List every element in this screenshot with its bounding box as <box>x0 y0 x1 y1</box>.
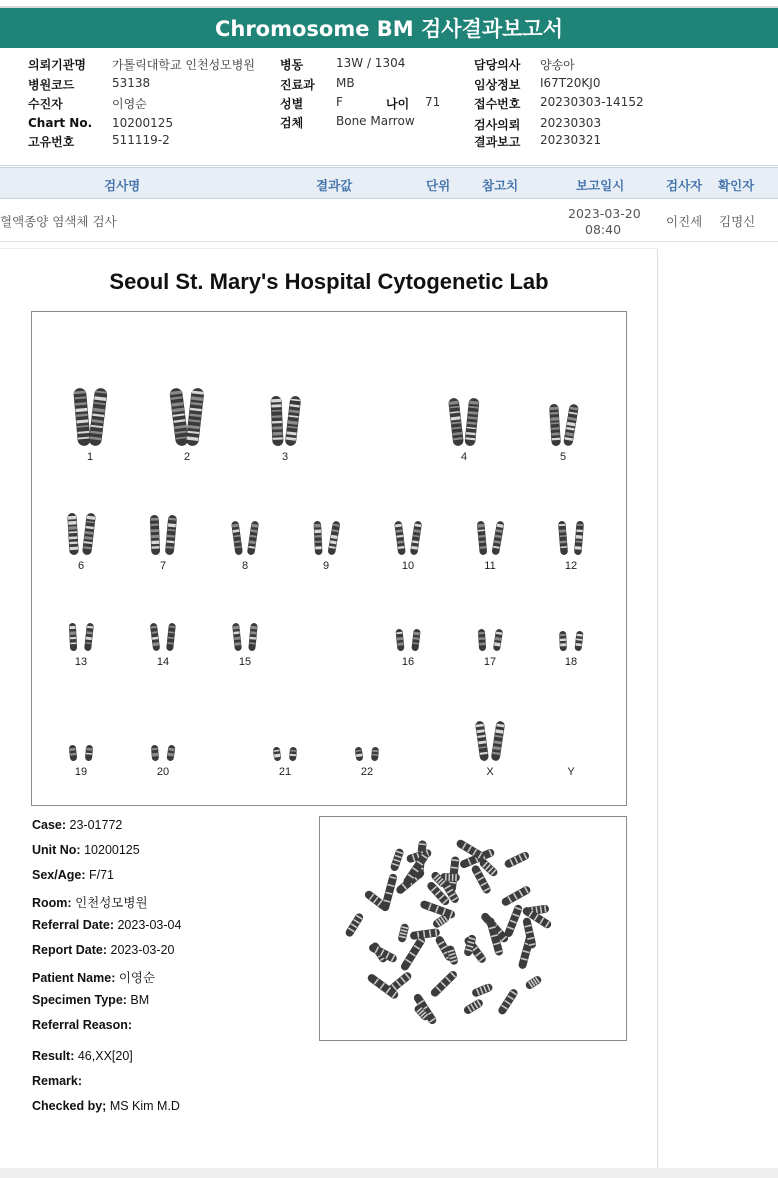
chromosome-label-13: 13 <box>74 656 88 668</box>
chart-no-value: 10200125 <box>112 116 174 130</box>
sex-value: F <box>336 95 343 109</box>
col-test-name: 검사명 <box>104 178 141 193</box>
chromosome-label-X: X <box>486 766 494 778</box>
chromosome-pair-2 <box>169 387 205 446</box>
chromosome-pair-12 <box>558 521 584 555</box>
confirmer-cell: 김명신 <box>719 214 756 229</box>
sexage-label: Sex/Age: <box>32 868 86 882</box>
karyotype-report-sheet <box>0 248 658 1168</box>
metaphase-chromosome <box>390 848 405 872</box>
metaphase-chromosome <box>503 851 530 869</box>
institution-label: 의뢰기관명 <box>28 58 86 72</box>
chromosome-pair-10 <box>394 521 422 556</box>
request-date-label: 검사의뢰 <box>474 118 521 132</box>
chromosome-label-7: 7 <box>159 560 167 572</box>
chromosome-label-1: 1 <box>86 451 94 463</box>
divider <box>0 165 778 166</box>
metaphase-chromosome <box>462 998 484 1016</box>
recipient-value: 이영순 <box>112 97 147 111</box>
unique-no-value: 511119-2 <box>112 133 170 147</box>
doctor-value: 양송아 <box>540 58 575 72</box>
checked-label: Checked by; <box>32 1099 107 1113</box>
page-bottom-band <box>0 1168 778 1178</box>
metaphase-chromosome <box>497 988 519 1016</box>
chromosome-label-9: 9 <box>322 560 330 572</box>
chromosome-label-18: 18 <box>564 656 578 668</box>
report-time-cell: 08:40 <box>585 222 622 237</box>
results-table-header <box>0 167 778 199</box>
specimen-label: 검체 <box>280 116 304 130</box>
specimen-type-value: BM <box>130 993 150 1007</box>
chromosome-label-15: 15 <box>238 656 252 668</box>
chart-no-label: Chart No. <box>28 116 93 130</box>
col-result: 결과값 <box>316 178 353 193</box>
chromosome-pair-11 <box>477 521 505 556</box>
chromosome-label-2: 2 <box>183 451 191 463</box>
checked-row <box>32 1099 180 1113</box>
patient-name-value: 이영순 <box>118 971 156 985</box>
metaphase-chromosome <box>429 969 458 998</box>
chromosome-pair-1 <box>73 387 108 446</box>
karyogram-chromosomes <box>32 312 628 807</box>
chromosome-label-3: 3 <box>281 451 289 463</box>
remark-label: Remark: <box>32 1074 83 1088</box>
sexage-row <box>32 868 114 882</box>
result-value: 46,XX[20] <box>77 1049 133 1063</box>
report-date-value: 2023-03-20 <box>110 943 175 957</box>
ward-label: 병동 <box>280 58 304 72</box>
chromosome-label-4: 4 <box>460 451 468 463</box>
chromosome-label-8: 8 <box>241 560 249 572</box>
report-date-label: Report Date: <box>32 943 108 957</box>
chromosome-label-12: 12 <box>564 560 578 572</box>
recipient-label: 수진자 <box>28 97 63 111</box>
col-unit: 단위 <box>426 178 451 193</box>
clinical-label: 임상정보 <box>474 78 521 92</box>
table-row[interactable] <box>0 200 778 242</box>
chromosome-pair-22 <box>355 747 379 762</box>
receipt-no-value: 20230303-14152 <box>540 95 644 109</box>
chromosome-label-22: 22 <box>360 766 374 778</box>
chromosome-label-11: 11 <box>484 560 496 572</box>
chromosome-label-6: 6 <box>77 560 85 572</box>
referral-reason-label: Referral Reason: <box>32 1018 133 1032</box>
col-tester: 검사자 <box>666 178 703 193</box>
report-date-cell: 2023-03-20 <box>568 206 641 221</box>
chromosome-pair-9 <box>313 521 340 556</box>
chromosome-label-21: 21 <box>278 766 292 778</box>
chromosome-pair-8 <box>231 521 259 556</box>
chromosome-label-14: 14 <box>156 656 170 668</box>
department-value: MB <box>336 76 355 90</box>
room-row <box>32 893 148 911</box>
karyogram-image <box>31 311 627 806</box>
result-row <box>32 1049 133 1063</box>
chromosome-label-19: 19 <box>74 766 88 778</box>
chromosome-label-Y: Y <box>567 766 575 778</box>
chromosome-pair-6 <box>67 513 96 556</box>
case-value: 23-01772 <box>69 818 123 832</box>
metaphase-chromosome <box>524 975 543 991</box>
chromosome-pair-17 <box>478 629 503 652</box>
metaphase-chromosome <box>471 983 494 998</box>
chromosome-label-20: 20 <box>156 766 170 778</box>
chromosome-pair-X <box>475 721 505 762</box>
col-reference: 참고치 <box>482 178 519 193</box>
referral-reason-row <box>32 1018 132 1032</box>
case-row <box>32 818 122 832</box>
unique-no-label: 고유번호 <box>28 135 75 149</box>
patient-name-label: Patient Name: <box>32 971 116 985</box>
sex-label: 성별 <box>280 97 304 111</box>
report-date-row <box>32 943 174 957</box>
referral-date-label: Referral Date: <box>32 918 114 932</box>
chromosome-pair-4 <box>448 398 480 447</box>
col-report-datetime: 보고일시 <box>576 178 625 193</box>
metaphase-spread-image <box>319 816 627 1041</box>
lab-title: Seoul St. Mary's Hospital Cytogenetic Lab <box>109 269 549 294</box>
unit-row <box>32 843 140 857</box>
chromosome-label-10: 10 <box>401 560 415 572</box>
metaphase-chromosome <box>344 912 364 938</box>
chromosome-pair-3 <box>270 396 301 447</box>
chromosome-pair-5 <box>549 404 579 447</box>
age-label: 나이 <box>386 97 410 111</box>
metaphase-chromosome <box>500 885 531 907</box>
specimen-value: Bone Marrow <box>336 114 415 128</box>
case-label: Case: <box>32 818 67 832</box>
request-date-value: 20230303 <box>540 116 602 130</box>
chromosome-pair-15 <box>232 623 258 652</box>
ward-value: 13W / 1304 <box>336 56 406 70</box>
chromosome-pair-19 <box>69 745 93 762</box>
remark-row <box>32 1074 82 1088</box>
report-date-value: 20230321 <box>540 133 602 147</box>
patient-info <box>0 56 778 156</box>
metaphase-chromosome <box>397 923 409 943</box>
test-name-cell: 혈액종양 염색체 검사 <box>0 214 117 229</box>
unit-value: 10200125 <box>84 843 140 857</box>
col-confirmer: 확인자 <box>718 178 755 193</box>
unit-label: Unit No: <box>32 843 81 857</box>
metaphase-chromosomes <box>320 817 626 1040</box>
institution-value: 가톨릭대학교 인천성모병원 <box>112 58 255 72</box>
report-date-label: 결과보고 <box>474 135 521 149</box>
receipt-no-label: 접수번호 <box>474 97 521 111</box>
clinical-value: I67T20KJ0 <box>540 76 601 90</box>
doctor-label: 담당의사 <box>474 58 521 72</box>
report-title: Chromosome BM 검사결과보고서 <box>0 6 778 48</box>
hospital-code-label: 병원코드 <box>28 78 75 92</box>
chromosome-pair-13 <box>69 623 94 652</box>
hospital-code-value: 53138 <box>112 76 151 90</box>
metaphase-chromosome <box>419 900 456 920</box>
referral-date-value: 2023-03-04 <box>117 918 182 932</box>
specimen-type-label: Specimen Type: <box>32 993 127 1007</box>
chromosome-pair-14 <box>150 623 176 652</box>
age-value: 71 <box>425 95 441 109</box>
chromosome-label-5: 5 <box>559 451 567 463</box>
checked-value: MS Kim M.D <box>109 1099 180 1113</box>
department-label: 진료과 <box>280 78 315 92</box>
patient-name-row <box>32 968 155 986</box>
room-label: Room: <box>32 896 72 910</box>
metaphase-chromosome <box>380 873 398 912</box>
chromosome-pair-7 <box>150 515 177 556</box>
sexage-value: F/71 <box>88 868 114 882</box>
chromosome-label-16: 16 <box>401 656 415 668</box>
chromosome-pair-18 <box>559 631 584 652</box>
specimen-type-row <box>32 993 149 1007</box>
result-label: Result: <box>32 1049 75 1063</box>
chromosome-pair-20 <box>151 745 176 762</box>
metaphase-chromosome <box>410 928 441 940</box>
metaphase-chromosome <box>504 904 524 939</box>
referral-date-row <box>32 918 181 932</box>
chromosome-pair-16 <box>395 629 420 652</box>
tester-cell: 이진세 <box>666 214 703 229</box>
chromosome-pair-21 <box>273 747 297 762</box>
room-value: 인천성모병원 <box>75 896 148 910</box>
chromosome-label-17: 17 <box>483 656 497 668</box>
